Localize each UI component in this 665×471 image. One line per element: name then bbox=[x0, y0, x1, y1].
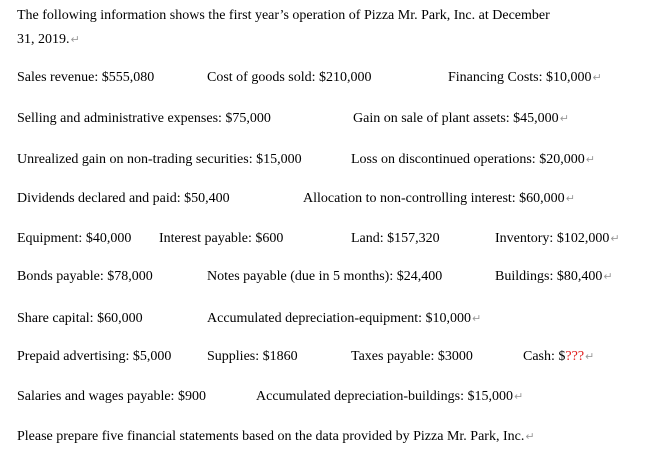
paragraph-mark-icon: ↵ bbox=[514, 390, 524, 403]
selling-admin-expenses: Selling and administrative expenses: $75,000 bbox=[17, 111, 271, 126]
bonds-payable: Bonds payable: $78,000 bbox=[17, 269, 153, 284]
buildings-text: Buildings: $80,400 bbox=[495, 269, 603, 284]
paragraph-mark-icon: ↵ bbox=[471, 312, 482, 325]
paragraph-mark-icon: ↵ bbox=[565, 192, 575, 205]
closing-instruction bbox=[17, 428, 535, 446]
loss-discontinued-text: Loss on discontinued operations: $20,000 bbox=[351, 152, 585, 167]
sales-revenue: Sales revenue: $555,080 bbox=[17, 70, 155, 85]
gain-on-sale-text: Gain on sale of plant assets: $45,000 bbox=[353, 111, 559, 126]
inventory-text: Inventory: $102,000 bbox=[495, 231, 610, 246]
paragraph-mark-icon: ↵ bbox=[585, 350, 595, 363]
land: Land: $157,320 bbox=[351, 231, 440, 246]
supplies: Supplies: $1860 bbox=[207, 349, 298, 364]
cost-of-goods-sold: Cost of goods sold: $210,000 bbox=[207, 70, 372, 85]
dividends-declared-paid: Dividends declared and paid: $50,400 bbox=[17, 191, 230, 206]
notes-payable: Notes payable (due in 5 months): $24,400 bbox=[207, 269, 443, 284]
intro-line-1 bbox=[17, 7, 550, 25]
paragraph-mark-icon: ↵ bbox=[525, 430, 535, 443]
accumulated-depreciation-equipment bbox=[207, 310, 481, 328]
salaries-wages-payable: Salaries and wages payable: $900 bbox=[17, 389, 206, 404]
intro-line-2 bbox=[17, 31, 80, 49]
loss-discontinued-operations bbox=[351, 151, 595, 169]
inventory bbox=[495, 230, 620, 248]
cash bbox=[523, 348, 594, 366]
paragraph-mark-icon: ↵ bbox=[70, 33, 80, 46]
interest-payable: Interest payable: $600 bbox=[159, 231, 284, 246]
intro-text-1: The following information shows the first year’s operation of Pizza Mr. Park, Inc. at December bbox=[17, 8, 550, 23]
cash-unknown-value: ??? bbox=[565, 349, 585, 364]
paragraph-mark-icon: ↵ bbox=[585, 153, 595, 166]
taxes-payable: Taxes payable: $3000 bbox=[351, 349, 473, 364]
share-capital: Share capital: $60,000 bbox=[17, 311, 143, 326]
paragraph-mark-icon: ↵ bbox=[610, 232, 620, 245]
gain-on-sale-plant-assets bbox=[353, 110, 569, 128]
allocation-non-controlling-interest bbox=[303, 190, 575, 208]
accumulated-depreciation-buildings bbox=[256, 388, 523, 406]
acc-dep-equipment-text: Accumulated depreciation-equipment: $10,000 bbox=[207, 311, 471, 326]
prepaid-advertising: Prepaid advertising: $5,000 bbox=[17, 349, 172, 364]
closing-text: Please prepare five financial statements based on the data provided by Pizza Mr. Park, Inc. bbox=[17, 429, 525, 444]
allocation-text: Allocation to non-controlling interest: $60,000 bbox=[303, 191, 565, 206]
paragraph-mark-icon: ↵ bbox=[603, 270, 613, 283]
financing-costs bbox=[448, 69, 602, 87]
paragraph-mark-icon: ↵ bbox=[592, 71, 602, 84]
acc-dep-buildings-text: Accumulated depreciation-buildings: $15,000 bbox=[256, 389, 513, 404]
intro-text-2: 31, 2019. bbox=[17, 32, 70, 47]
buildings bbox=[495, 268, 613, 286]
unrealized-gain: Unrealized gain on non-trading securities: $15,000 bbox=[17, 152, 302, 167]
paragraph-mark-icon: ↵ bbox=[559, 112, 569, 125]
financing-costs-text: Financing Costs: $10,000 bbox=[448, 70, 592, 85]
equipment: Equipment: $40,000 bbox=[17, 231, 132, 246]
cash-label: Cash: $ bbox=[523, 349, 566, 364]
